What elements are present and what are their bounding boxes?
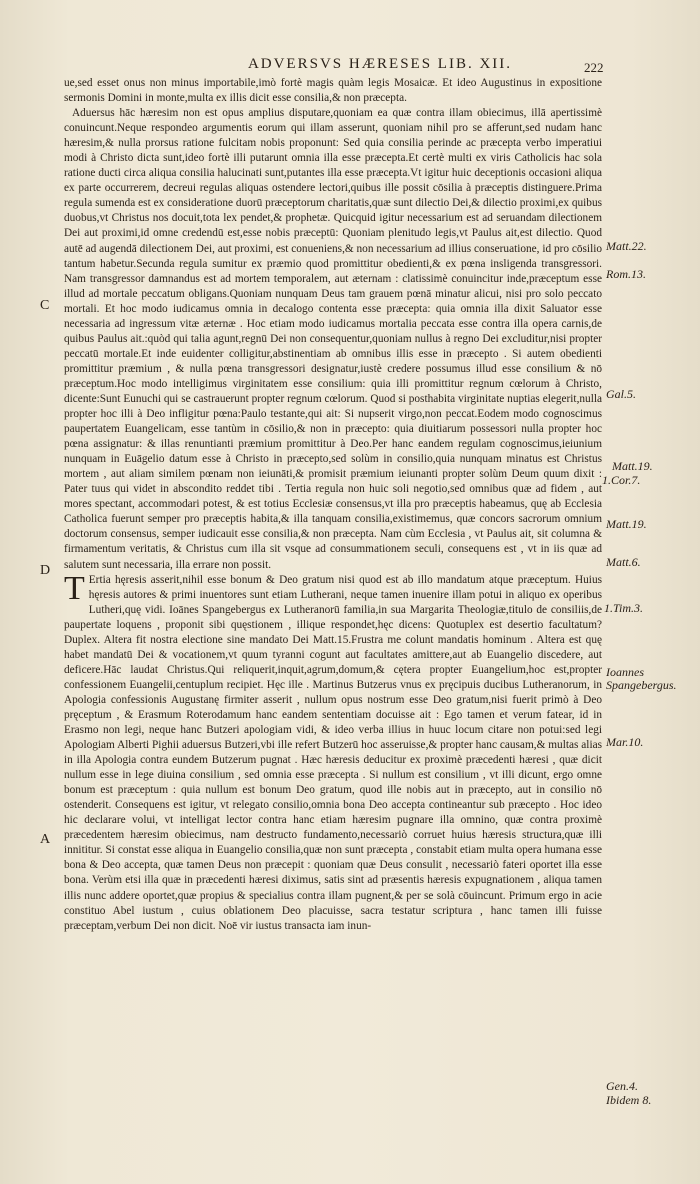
margin-note-gal5: Gal.5. xyxy=(606,387,636,401)
margin-note-matt19: Matt.19. xyxy=(612,459,653,473)
margin-note-spangebergus: Ioannes Spangebergus. xyxy=(606,665,677,692)
margin-note-mar10: Mar.10. xyxy=(606,735,644,749)
margin-note-ibidem8: Ibidem 8. xyxy=(606,1093,652,1107)
page-number: 222 xyxy=(584,60,604,75)
paragraph-3 xyxy=(64,569,602,934)
paragraph-2: Aduersus hāc hæresim non est opus amplius disputare,quoniam ea quæ contra illam obiecimus, illā apertissimè conuincunt.Neque respondeo argumentis eorum qui illam asserunt, quoniam nihil pro se afferunt,sed nudam hanc hæresim,& nulla prorsus ratione fulcitam nobis proponunt: Sed quia consilia perinde ac præcepta verbo imperatiui modi à Christo dicta sunt,ideo fortè illi putarunt omnia illa esse præcepta.Et certè multi ex viris Catholicis hac sola ratione ducti circa aliqua consilia halucinati sunt,putantes illa esse præcepta.Vt igitur huic deceptionis occasioni aliqua ex parte occurrerem, decreui regulas aliquas ostendere lectori,quibus ille possit cōsilia à præceptis distinguere.Prima regula sumenda est ex consideratione duorū præceptorum charitatis,quæ sunt dilectio Dei,& dilectio proximi,ex quibus duobus,vt Christus nos docuit,tota lex pendet,& prophetæ. Quicquid igitur necessarium est ad seruandam dilectionem Dei aut proximi,id omne credendū est,esse nobis præceptū: Quoniam plenitudo legis,vt Paulus ait,est dilectio. Quod autē ad augendā dilectionem Dei, aut proximi, est conueniens,& non necessarium ad illius conseruatione, id pro cōsilio tantum habetur.Secunda regula sumitur ex præmio quod promittitur obedienti,& ex pœna insligenda transgressori. Nam transgressor damnandus est ad mortem temporalem, aut æternam : clatissimè conuincitur inde,præceptum esse illud ad mortale peccatum obligans.Quoniam nunquam Deus tam grauem pœnā minatur alicui, nisi pro solo peccato mortali. Et hoc modo iudicamus omnia in decalogo contenta esse præcepta: quia omnia illa dixit Saluator esse necessaria ad ingressum vitæ æternæ . Hoc etiam modo iudicamus mortalia peccata esse contra illa opera carnis,de quibus Paulus ait.:quòd qui talia agunt,regnū Dei non consequentur,quoniam nullus à regno Dei excluditur,nisi propter peccatū mortale.Et inde euidenter colligitur,abstinentiam ab omnibus illis esse in præcepto . Si autem obedienti promittitur præmium , & nulla pœna transgressori designatur,iustè credere possumus illud esse consilium & nō præceptum.Hoc modo intelligimus virginitatem esse consilium: quia illi promittitur regnum cœlorum à Christo, dicente:Sunt Eunuchi qui se castrauerunt propter regnum cœlorum. Quod si posthabita virginitate nuptias elegerit,nulla propter hoc illi à Deo infligitur pœna:Paulo testante,qui ait: Si nupserit virgo,non peccat.Eodem modo cognoscimus paupertatem Euangelicam, esse tantùm in cōsilio,& non in præcepto: quia diuitiarum possessori nulla propter hoc pœna assignatur: & illas renuntianti præmium promittitur à Deo.Per hanc eandem regulam cognoscimus,ieiunium nunquam in Euāgelio datum esse à Christo in præcepto,sed solùm in consilio,quia nunquam minatus est Christus mortem , aut aliam similem pœnam non ieiunāti,& promisit præmium ieiunanti propter solùm Deum quum dixit : Pater tuus qui videt in abscondito reddet tibi . Tertia regula non huic soli negotio,sed omnibus quæ ad fidem , aut mores spectant, accommodari potest, & est totius Ecclesiæ consensus,vt illa pro præceptis habeamus, quę ab Ecclesia Catholica fuerunt semper pro præceptis habita,& illa tanquam consilia,existimemus, quæ concors sacrorum omnium doctorum consensus, semper iudicauit esse consilia,& non præcepta. Nam cùm Ecclesia , vt Paulus ait, sit columna & firmamentum veritatis, & Christus cum illa sit vsque ad consummationem seculi, consequens est , vt in iis quæ ad salutem sunt necessaria, illa errare non possit. xyxy=(64,107,602,571)
margin-note-rom13: Rom.13. xyxy=(606,267,646,281)
margin-note-1cor7: 1.Cor.7. xyxy=(602,473,641,487)
text-body xyxy=(64,76,602,934)
paragraph-3-text: Ertia hęresis asserit,nihil esse bonum & Deo gratum nisi quod est ab illo mandatum atque præceptum. Huius hęresis autores & primi inuentores sunt etiam Lutherani, neque tamen inuenire illam potui in aliquo ex operibus Lutheri,quę vidi. Ioānes Spangebergus ex Lutheranorū familia,in sua Margarita Theologiæ,titulo de consiliis,de paupertate loquens , proponit sibi quęstionem , illique respondet,hęc dicens: Quotuplex est desertio facultatum?Duplex. Altera fit nostra electione sine mandato Dei Matt.15.Frustra me colunt mandatis hominum . Altera est quę habet mandatū Dei & vocationem,vt quum tyranni cogunt aut facultates amittere,aut ab Euangelio discedere, aut deficere.Hāc laudat Christus.Qui reliquerit,inquit,agrum,domum,& cętera propter Euangelium,hoc est,propter confessionem Euangelii,centuplum recipiet. Hęc ille . Martinus Butzerus vnus ex pręcipuis ducibus Lutheranorum, in Apologia confessionis Augustanę firmiter asserit , nullum opus nostrum esse Deo gratum,nisi fuerit primò à Deo pręceptum , & Erasmum Roterodamum hanc eandem sententiam docuisse ait : Ego tamen et verum fatear, id in Erasmo non legi, neque hanc Butzeri apologiam vidi, & ideo verba illius in huuc locum citare non potui:sed legi Apologiam Alberti Pighii aduersus Butzeri,vbi ille refert Butzerū hoc asseruisse,& propter hanc causam,& multas alias in illa Apologia contra eundem Butzerum pugnat . Hæc hæresis deducitur ex proximè præcedenti hæresi , quæ dicit nullum esse in lege diuina consilium , sed omnia esse præcepta . Si nullum est consilium , vt illi dicunt, ergo omne bonum est præceptum : quia nullum est bonum Deo gratum, quod ille nobis aut in præcepto, aut in consilio nō ostenderit. Consequens est igitur, vt relegato consilio,omnia bona Deo accepta contineantur sub præcepto . Hoc ideo hic declarare volui, vt intelligat lector contra hanc etiam hæresim pugnare illa omnino, quæ contra proximè præcedentem hæresim obiecimus, nam destructo fundamento,necessariò corruet huius hæresis structura,quæ illi innititur. Si constat esse aliqua in Euangelio consilia,quæ non sunt præcepta , constabit etiam multa opera humana esse bona & Deo accepta, quæ tamen Deus non præcepit : quoniam quæ Deus consulit , necessariò fateri oportet illa esse bona. Verùm etsi illa quæ in præcedenti hæresi diximus, satis sint ad præsentis hæresis expugnationem , aliqua tamen illis nunc addere oportet,quæ propius & specialius contra illam pugnent,& per se solà cōuincunt. Primum ergo in acie constituo Abel iustum , cuius oblationem Deo placuisse, sacra testatur scriptura , hanc tamen illi fuisse præceptam,verbum Dei non dicit. Noē vir iustus transacta iam inun- xyxy=(64,573,602,932)
section-letter-c: C xyxy=(40,298,50,313)
margin-note-gen4: Gen.4. xyxy=(606,1079,638,1093)
margin-note-matt6: Matt.6. xyxy=(606,555,641,569)
running-title: ADVERSVS HÆRESES LIB. XII. xyxy=(247,56,513,72)
paragraph-1: ue,sed esset onus non minus importabile,imò fortè magis quàm legis Mosaicæ. Et ideo Augustinus in expositione sermonis Domini in monte,multa ex illis dicit esse consilia,& non præcepta. xyxy=(64,77,602,105)
margin-note-1tim3: 1.Tim.3. xyxy=(604,601,644,615)
section-letter-d: D xyxy=(40,563,51,578)
margin-note-matt19b: Matt.19. xyxy=(606,517,647,531)
section-letter-a: A xyxy=(40,832,51,847)
drop-cap: T xyxy=(64,569,85,607)
margin-note-matt22: Matt.22. xyxy=(606,239,647,253)
